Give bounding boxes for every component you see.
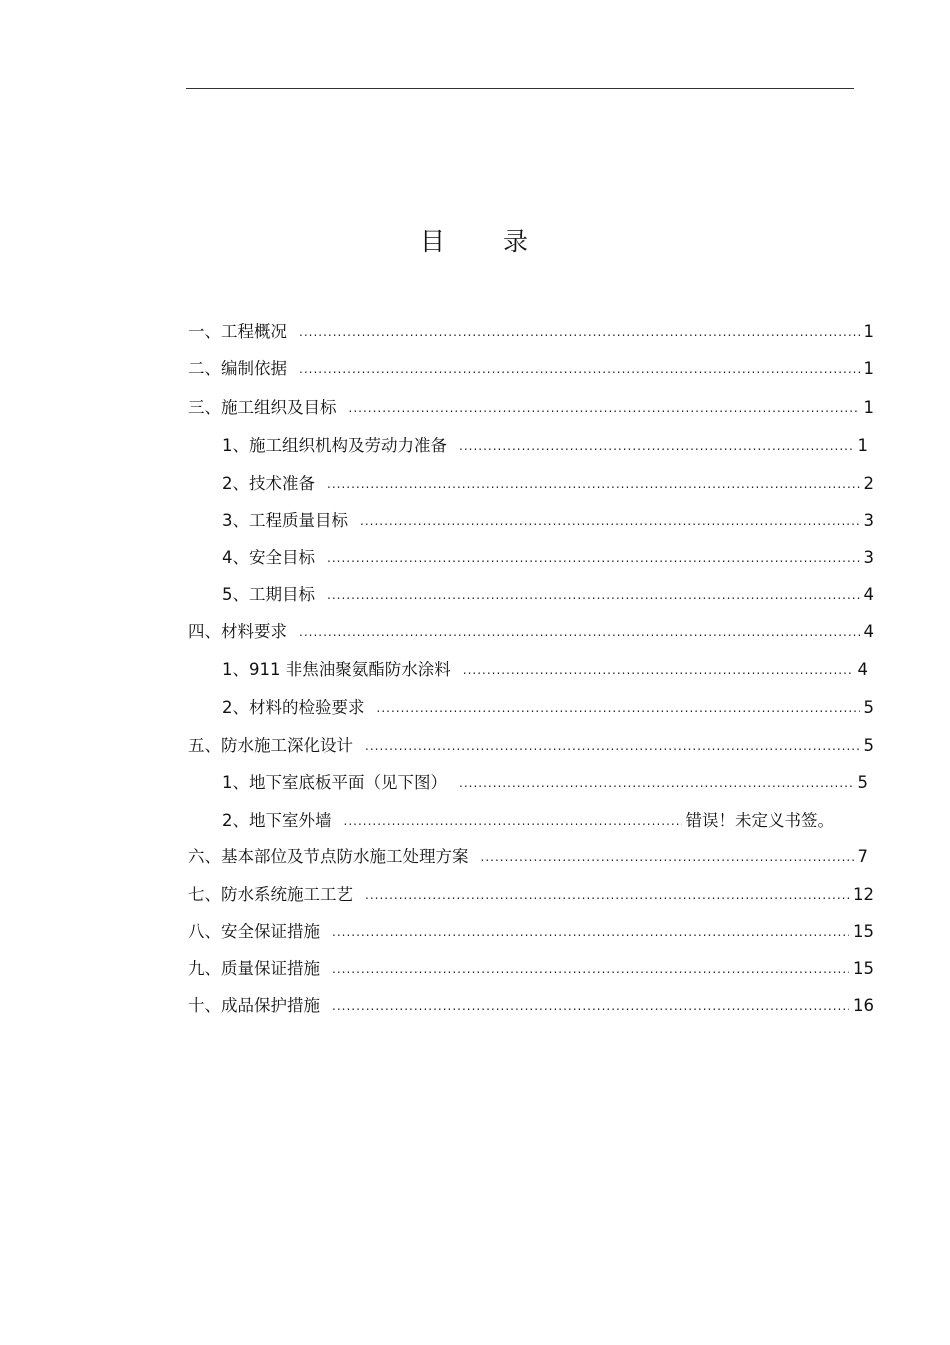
toc-leader-dots [332, 959, 849, 979]
toc-entry[interactable] [188, 847, 868, 867]
toc-entry[interactable] [188, 922, 874, 942]
toc-entry-page: 15 [853, 959, 874, 978]
toc-entry[interactable] [222, 548, 874, 568]
toc-entry-page: 5 [863, 736, 874, 755]
toc-entry[interactable] [222, 811, 834, 831]
toc-entry-page: 4 [863, 585, 874, 604]
toc-entry-label: 1、911 非焦油聚氨酯防水涂料 [222, 660, 451, 679]
toc-entry-page: 错误！未定义书签。 [685, 811, 834, 830]
toc-entry-page: 3 [863, 511, 874, 530]
toc-entry[interactable] [188, 398, 874, 418]
toc-leader-dots [299, 622, 860, 642]
toc-entry-page: 1 [863, 322, 874, 341]
toc-entry-label: 1、地下室底板平面（见下图） [222, 773, 447, 792]
toc-entry-label: 十、成品保护措施 [188, 996, 320, 1015]
toc-entry-label: 三、施工组织及目标 [188, 398, 337, 417]
toc-entry-label: 1、施工组织机构及劳动力准备 [222, 436, 447, 455]
toc-entry[interactable] [188, 959, 874, 979]
toc-entry-page: 4 [863, 622, 874, 641]
toc-leader-dots [299, 359, 860, 379]
toc-entry[interactable] [222, 773, 868, 793]
toc-entry-label: 六、基本部位及节点防水施工处理方案 [188, 847, 469, 866]
title-char-1: 目 [419, 227, 447, 256]
toc-leader-dots [365, 885, 849, 905]
toc-leader-dots [365, 736, 860, 756]
toc-entry-page: 1 [863, 398, 874, 417]
toc-leader-dots [459, 773, 854, 793]
toc-entry-label: 二、编制依据 [188, 359, 287, 378]
toc-leader-dots [327, 585, 860, 605]
toc-entry-label: 3、工程质量目标 [222, 511, 348, 530]
toc-leader-dots [459, 436, 854, 456]
toc-entry-label: 4、安全目标 [222, 548, 315, 567]
toc-entry[interactable] [188, 359, 874, 379]
toc-entry-label: 一、工程概况 [188, 322, 287, 341]
toc-entry[interactable] [222, 660, 868, 680]
toc-entry[interactable] [222, 474, 874, 494]
toc-entry-page: 5 [863, 698, 874, 717]
toc-entry-label: 九、质量保证措施 [188, 959, 320, 978]
toc-entry[interactable] [188, 322, 874, 342]
page-title [0, 222, 950, 258]
toc-entry-page: 2 [863, 474, 874, 493]
toc-entry-page: 1 [863, 359, 874, 378]
toc-leader-dots [299, 322, 860, 342]
toc-entry-label: 八、安全保证措施 [188, 922, 320, 941]
toc-entry[interactable] [188, 996, 874, 1016]
toc-leader-dots [327, 548, 860, 568]
toc-entry-label: 五、防水施工深化设计 [188, 736, 353, 755]
toc-leader-dots [344, 811, 682, 831]
toc-entry[interactable] [222, 436, 868, 456]
toc-entry-label: 七、防水系统施工工艺 [188, 885, 353, 904]
toc-entry-page: 16 [853, 996, 874, 1015]
toc-leader-dots [360, 511, 860, 531]
toc-leader-dots [349, 398, 860, 418]
toc-entry[interactable] [222, 585, 874, 605]
toc-entry[interactable] [188, 622, 874, 642]
toc-leader-dots [377, 698, 860, 718]
toc-entry-page: 1 [857, 436, 868, 455]
toc-entry-label: 2、地下室外墙 [222, 811, 332, 830]
header-rule [186, 88, 854, 89]
toc-entry-label: 四、材料要求 [188, 622, 287, 641]
toc-entry-page: 7 [857, 847, 868, 866]
toc-entry-label: 2、技术准备 [222, 474, 315, 493]
toc-entry[interactable] [222, 698, 874, 718]
title-char-2: 录 [503, 227, 531, 256]
toc-leader-dots [327, 474, 860, 494]
toc-entry[interactable] [222, 511, 874, 531]
toc-entry[interactable] [188, 885, 874, 905]
toc-leader-dots [481, 847, 854, 867]
toc-entry-page: 5 [857, 773, 868, 792]
toc-entry-page: 12 [853, 885, 874, 904]
toc-entry-label: 2、材料的检验要求 [222, 698, 365, 717]
toc-leader-dots [463, 660, 854, 680]
toc-entry-page: 3 [863, 548, 874, 567]
toc-leader-dots [332, 922, 849, 942]
toc-leader-dots [332, 996, 849, 1016]
toc-entry[interactable] [188, 736, 874, 756]
toc-entry-label: 5、工期目标 [222, 585, 315, 604]
toc-entry-page: 15 [853, 922, 874, 941]
toc-entry-page: 4 [857, 660, 868, 679]
